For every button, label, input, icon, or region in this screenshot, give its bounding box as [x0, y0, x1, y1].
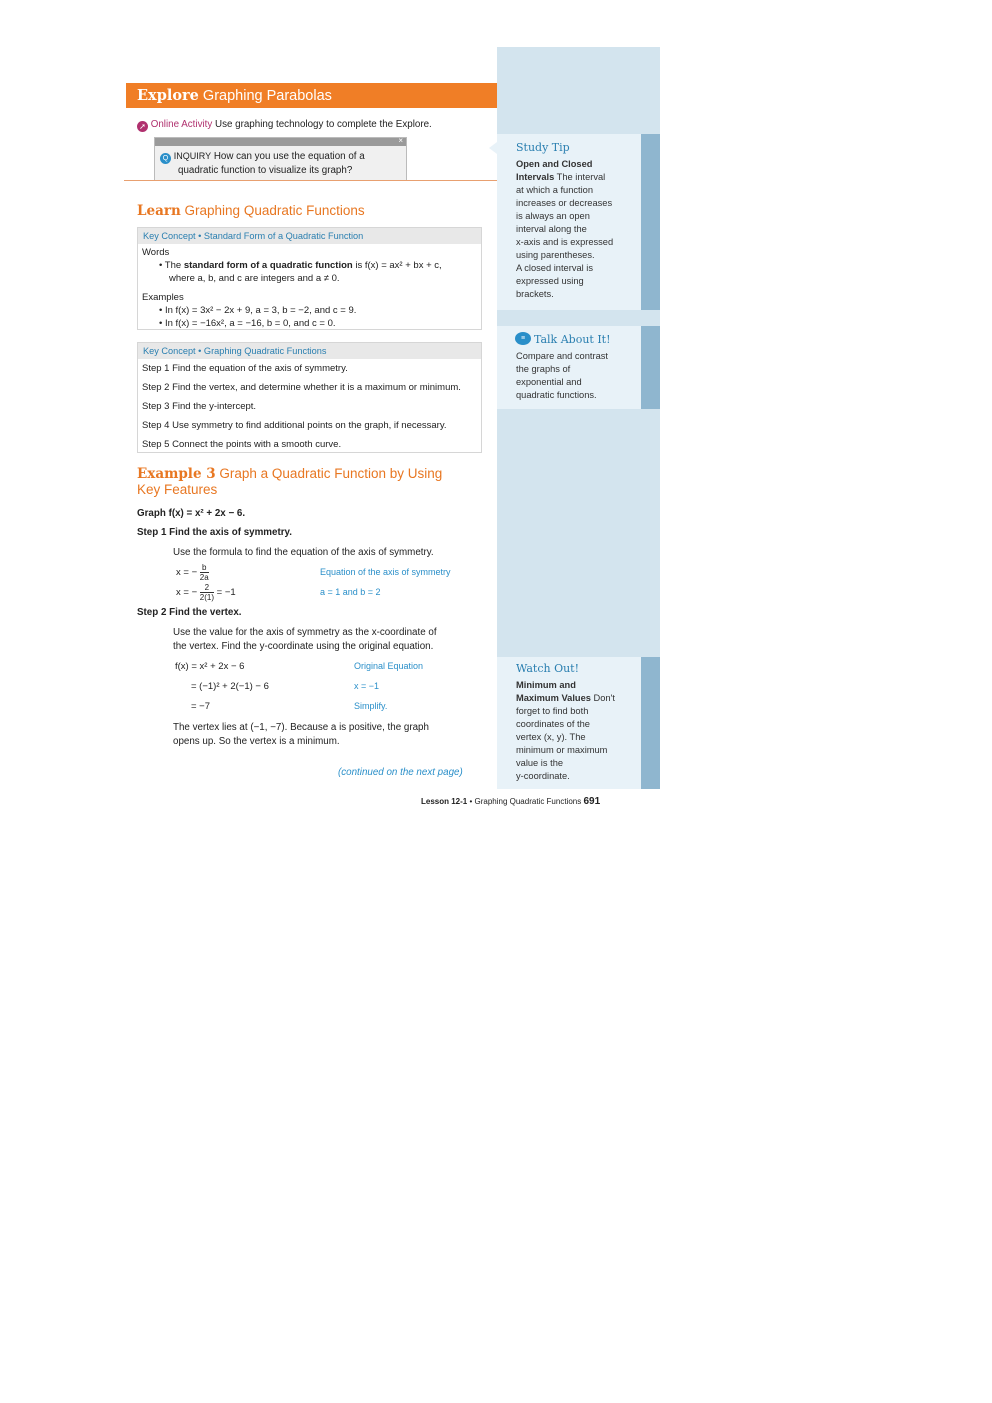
watch-line: coordinates of the: [516, 719, 590, 729]
fraction-numerator: b: [200, 563, 209, 573]
learn-heading: [137, 203, 365, 219]
inquiry-line1: How can you use the equation of a: [213, 151, 365, 162]
examples-label: Examples: [142, 292, 184, 303]
inquiry-label: INQUIRY: [173, 151, 212, 161]
online-activity-row[interactable]: [137, 119, 432, 132]
fraction-numerator: 2: [200, 583, 214, 593]
example-title-line1: Graph a Quadratic Function by Using: [219, 466, 443, 481]
online-activity-label: Online Activity: [150, 119, 213, 130]
step2-line1: Use the value for the axis of symmetry as the x-coordinate of: [173, 627, 437, 638]
example-prompt: Graph f(x) = x² + 2x − 6.: [137, 508, 246, 519]
footer-lesson: Lesson 12-1: [421, 797, 468, 806]
fraction-denominator: 2a: [199, 573, 209, 582]
watch-line: Maximum Values Don't: [516, 693, 615, 703]
study-tip-text: [516, 158, 638, 301]
conclusion-line2: opens up. So the vertex is a minimum.: [173, 736, 340, 747]
footer-title: Graphing Quadratic Functions: [474, 797, 582, 806]
equation-lhs: x = −: [176, 587, 198, 599]
study-tip-line: is always an open: [516, 211, 590, 221]
study-tip-line: Open and Closed: [516, 159, 593, 169]
words-line1-post: is f(x) = ax² + bx + c,: [352, 260, 442, 271]
study-tip-line: increases or decreases: [516, 198, 613, 208]
equation-substitute: = (−1)² + 2(−1) − 6: [191, 681, 269, 692]
explore-heading: [137, 87, 332, 104]
step-4: [142, 420, 447, 431]
watch-line: Minimum and: [516, 680, 576, 690]
footer-separator: •: [467, 797, 475, 806]
fraction: [200, 563, 209, 582]
page-footer: [421, 796, 600, 807]
step-label: Step 3: [142, 401, 170, 412]
study-tip-line: x-axis and is expressed: [516, 237, 614, 247]
equation-lhs: x = −: [176, 567, 198, 579]
close-icon[interactable]: ×: [398, 136, 403, 145]
study-tip-line: A closed interval is: [516, 263, 593, 273]
step-3: [142, 401, 256, 412]
watch-bold: Maximum Values: [516, 693, 591, 703]
step-label: Step 5: [142, 439, 170, 450]
key-concept-standard-form: [137, 227, 482, 330]
step-5: [142, 439, 341, 450]
inquiry-line2: quadratic function to visualize its graph?: [178, 165, 353, 176]
key-concept-graphing: [137, 342, 482, 453]
step1-text: Use the formula to find the equation of the axis of symmetry.: [173, 547, 434, 558]
example-1: • In f(x) = 3x² − 2x + 9, a = 3, b = −2, and c = 9.: [159, 305, 357, 316]
step2-line2: the vertex. Find the y-coordinate using the original equation.: [173, 641, 434, 652]
words-line1: [159, 260, 442, 271]
talk-about-title: Talk About It!: [534, 333, 611, 346]
key-concept-header: Key Concept • Graphing Quadratic Functions: [138, 343, 481, 359]
watch-out-title: Watch Out!: [516, 662, 580, 675]
step-label: Step 1: [142, 363, 170, 374]
watch-out-box: [497, 657, 641, 789]
watch-out-text: [516, 679, 638, 783]
conclusion-line1: The vertex lies at (−1, −7). Because a is positive, the graph: [173, 722, 429, 733]
words-line1-pre: • The: [159, 260, 184, 271]
words-line1-bold: standard form of a quadratic function: [183, 260, 353, 271]
equation-note: x = −1: [354, 681, 380, 691]
equation-rhs: = −1: [216, 587, 236, 599]
equation-note: Simplify.: [354, 701, 388, 711]
fraction: [200, 583, 214, 602]
study-tip-title: Study Tip: [516, 141, 570, 154]
step1-heading: Step 1 Find the axis of symmetry.: [137, 527, 292, 538]
equation-axis-value: [176, 583, 236, 602]
example-2: • In f(x) = −16x², a = −16, b = 0, and c = 0.: [159, 318, 336, 329]
step-text: Find the equation of the axis of symmetry.: [172, 363, 348, 374]
explore-divider: [124, 180, 497, 181]
watch-out-bar: [641, 657, 660, 789]
page-number: 691: [583, 796, 601, 807]
study-tip-bar: [641, 134, 660, 310]
watch-line: y-coordinate.: [516, 771, 570, 781]
explore-title: Graphing Parabolas: [202, 88, 332, 104]
words-label: Words: [142, 247, 170, 258]
fraction-denominator: 2(1): [199, 593, 214, 602]
study-tip-line: interval along the: [516, 224, 587, 234]
talk-line: quadratic functions.: [516, 390, 597, 400]
watch-line: forget to find both: [516, 706, 589, 716]
step-text: Find the y-intercept.: [172, 401, 257, 412]
step2-heading: Step 2 Find the vertex.: [137, 607, 242, 618]
study-tip-line: at which a function: [516, 185, 594, 195]
study-tip-line: expressed using: [516, 276, 584, 286]
talk-line: the graphs of: [516, 364, 571, 374]
talk-line: exponential and: [516, 377, 582, 387]
step-2: [142, 382, 461, 393]
step-text: Find the vertex, and determine whether it is a maximum or minimum.: [172, 382, 461, 393]
key-concept-header: Key Concept • Standard Form of a Quadratic Function: [138, 228, 481, 244]
watch-line: value is the: [516, 758, 564, 768]
inquiry-icon: Q: [160, 153, 171, 164]
talk-line: Compare and contrast: [516, 351, 608, 361]
learn-keyword: Learn: [137, 203, 181, 219]
step-text: Connect the points with a smooth curve.: [172, 439, 342, 450]
continued-note: (continued on the next page): [338, 767, 463, 778]
equation-simplified: = −7: [191, 701, 211, 712]
watch-line: minimum or maximum: [516, 745, 608, 755]
talk-about-bar: [641, 326, 660, 409]
step-text: Use symmetry to find additional points on the graph, if necessary.: [172, 420, 447, 431]
explore-keyword: Explore: [137, 87, 199, 104]
study-tip-pointer: [489, 142, 497, 154]
study-tip-line: Intervals The interval: [516, 172, 606, 182]
study-tip-line: brackets.: [516, 289, 554, 299]
online-activity-icon: ➚: [137, 121, 148, 132]
study-tip-box: [497, 134, 641, 310]
study-tip-bold: Intervals: [516, 172, 555, 182]
example-keyword: Example 3: [137, 466, 216, 482]
equation-note: Original Equation: [354, 661, 424, 671]
equation-note: a = 1 and b = 2: [320, 587, 381, 597]
example-title-line2: Key Features: [137, 482, 218, 497]
equation-axis-symmetry: [176, 563, 209, 582]
inquiry-box: [154, 137, 407, 181]
step-label: Step 2: [142, 382, 170, 393]
learn-title: Graphing Quadratic Functions: [184, 203, 365, 218]
step-1: [142, 363, 348, 374]
words-line2: where a, b, and c are integers and a ≠ 0.: [169, 273, 340, 284]
talk-about-box: [497, 326, 641, 409]
study-tip-line: using parentheses.: [516, 250, 595, 260]
equation-original: f(x) = x² + 2x − 6: [175, 661, 245, 672]
step-label: Step 4: [142, 420, 170, 431]
watch-line: vertex (x, y). The: [516, 732, 586, 742]
equation-note: Equation of the axis of symmetry: [320, 567, 451, 577]
talk-about-text: [516, 350, 638, 402]
inquiry-topbar: [155, 138, 406, 146]
online-activity-text: Use graphing technology to complete the Explore.: [215, 119, 432, 130]
talk-icon: ≡: [515, 332, 531, 345]
example-heading: [137, 466, 442, 498]
